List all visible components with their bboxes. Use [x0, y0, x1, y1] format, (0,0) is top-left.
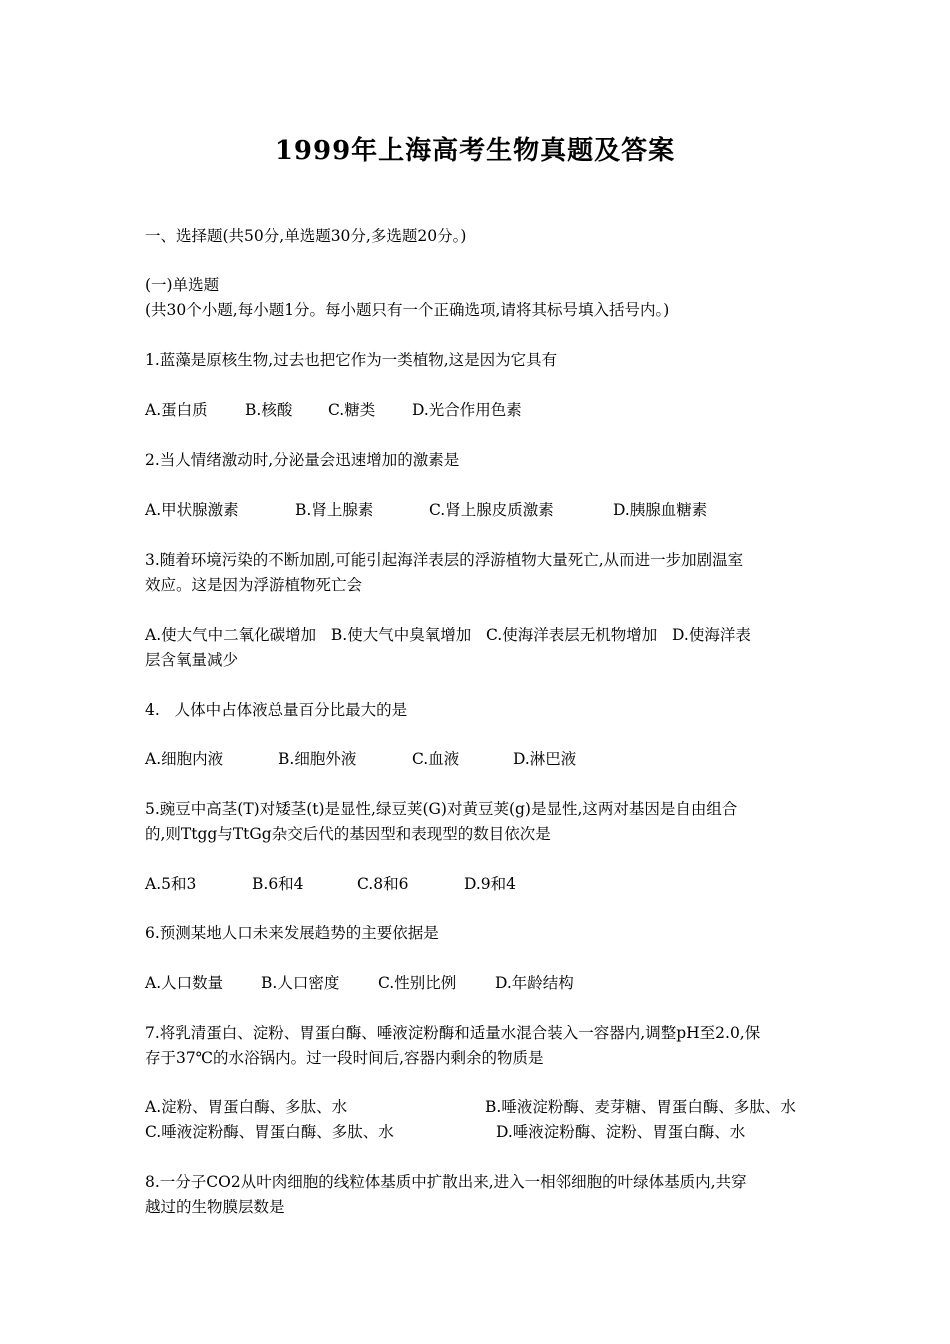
question-5-options	[145, 872, 815, 897]
question-4-stem: 4. 人体中占体液总量百分比最大的是	[145, 701, 408, 719]
question-6-options	[145, 971, 815, 996]
option-a: A.蛋白质	[145, 401, 208, 419]
option-c: C.肾上腺皮质激素	[429, 501, 554, 519]
question-3-options-line2: 层含氧量减少	[145, 651, 239, 669]
option-b: B.肾上腺素	[295, 501, 374, 519]
option-b: B.核酸	[245, 401, 293, 419]
question-3-options-line1: A.使大气中二氧化碳增加 B.使大气中臭氧增加 C.使海洋表层无机物增加 D.使海洋表	[145, 626, 751, 644]
section-heading: 一、选择题(共50分,单选题30分,多选题20分。)	[145, 227, 467, 245]
option-d: D.淋巴液	[513, 750, 577, 768]
option-d: D.年龄结构	[495, 974, 574, 992]
subsection-heading: (一)单选题	[145, 276, 220, 294]
option-a: A.甲状腺激素	[145, 501, 239, 519]
option-b: B.细胞外液	[278, 750, 357, 768]
option-c: C.糖类	[328, 401, 376, 419]
question-1-options	[145, 398, 815, 423]
question-8-stem-line1: 8.一分子CO2从叶肉细胞的线粒体基质中扩散出来,进入一相邻细胞的叶绿体基质内,共穿	[145, 1173, 747, 1191]
question-2-stem: 2.当人情绪激动时,分泌量会迅速增加的激素是	[145, 451, 460, 469]
question-5-stem-line2: 的,则Ttgg与TtGg杂交后代的基因型和表现型的数目依次是	[145, 825, 551, 843]
option-b: B.6和4	[252, 875, 304, 893]
option-a: A.细胞内液	[145, 750, 224, 768]
question-5-stem-line1: 5.豌豆中高茎(T)对矮茎(t)是显性,绿豆荚(G)对黄豆荚(g)是显性,这两对基因是自由组合	[145, 800, 738, 818]
option-c: C.性别比例	[378, 974, 457, 992]
question-6-stem: 6.预测某地人口未来发展趋势的主要依据是	[145, 924, 439, 942]
option-c: C.唾液淀粉酶、胃蛋白酶、多肽、水	[145, 1123, 394, 1141]
option-d: D.胰腺血糖素	[613, 501, 708, 519]
option-d: D.9和4	[464, 875, 517, 893]
option-a: A.5和3	[145, 875, 197, 893]
option-b: B.唾液淀粉酶、麦芽糖、胃蛋白酶、多肽、水	[485, 1098, 796, 1116]
option-c: C.血液	[412, 750, 460, 768]
option-d: D.光合作用色素	[412, 401, 522, 419]
question-3-stem-line2: 效应。这是因为浮游植物死亡会	[145, 576, 363, 594]
option-b: B.人口密度	[261, 974, 340, 992]
option-a: A.淀粉、胃蛋白酶、多肽、水	[145, 1098, 348, 1116]
question-7-stem-line1: 7.将乳清蛋白、淀粉、胃蛋白酶、唾液淀粉酶和适量水混合装入一容器内,调整pH至2.0,保	[145, 1024, 761, 1042]
question-4-options	[145, 747, 815, 772]
option-c: C.8和6	[357, 875, 409, 893]
question-7-stem-line2: 存于37℃的水浴锅内。过一段时间后,容器内剩余的物质是	[145, 1049, 544, 1067]
question-1-stem: 1.蓝藻是原核生物,过去也把它作为一类植物,这是因为它具有	[145, 351, 558, 369]
question-2-options	[145, 498, 815, 523]
page-title: 1999年上海高考生物真题及答案	[274, 136, 676, 166]
subsection-instructions: (共30个小题,每小题1分。每小题只有一个正确选项,请将其标号填入括号内。)	[145, 301, 670, 319]
question-7-options-row2	[145, 1120, 815, 1145]
question-8-stem-line2: 越过的生物膜层数是	[145, 1198, 285, 1216]
option-a: A.人口数量	[145, 974, 224, 992]
question-3-stem-line1: 3.随着环境污染的不断加剧,可能引起海洋表层的浮游植物大量死亡,从而进一步加剧温室	[145, 551, 744, 569]
question-7-options-row1	[145, 1095, 815, 1120]
option-d: D.唾液淀粉酶、淀粉、胃蛋白酶、水	[496, 1123, 746, 1141]
